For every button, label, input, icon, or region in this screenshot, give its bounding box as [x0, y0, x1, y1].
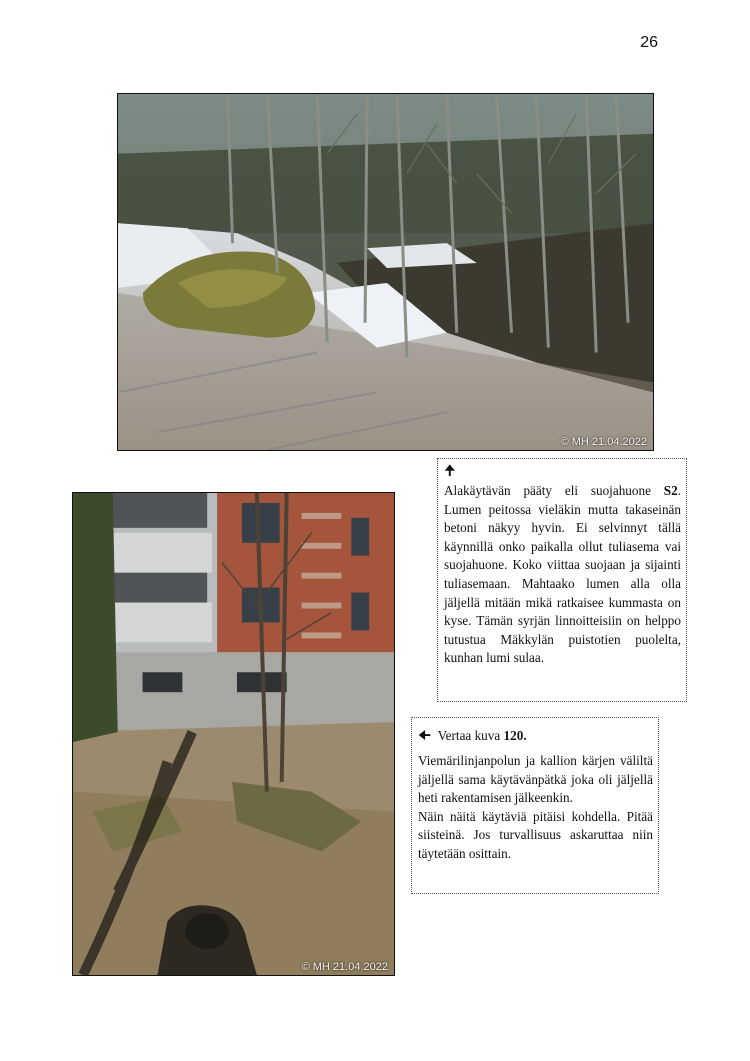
site-code: S2 [663, 483, 678, 498]
arrow-up-icon: 🠉 [444, 463, 456, 479]
photo-building-trench [72, 492, 395, 976]
paragraph-2: Näin näitä käytäviä pitäisi kohdella. Pitää siisteinä. Jos turvallisuus askaruttaa niin täytetään osittain. [418, 808, 653, 861]
description-box-s2 [437, 458, 687, 702]
forest-snow-image [118, 94, 653, 450]
photo-forest-snow [117, 93, 654, 451]
page-number: 26 [640, 34, 658, 51]
paragraph-1: Viemärilinjanpolun ja kallion kärjen väliltä jäljellä sama käytävänpätkä joka oli jäljellä heti rakentamisen jälkeenkin. [418, 753, 653, 806]
text-segment: Vertaa kuva [437, 728, 504, 743]
description-box-trench [411, 717, 659, 894]
photo-credit: © MH 21.04.2022 [560, 436, 647, 448]
reference-line [418, 726, 653, 746]
text-segment: . Lumen peitossa vieläkin mutta takaseinän betoni näkyy hyvin. Ei selvinnyt tällä käynnillä onko paikalla ollut tuliasema vai suojahuone. Koko viittaa suojaan ja sijainti tuliasemaan. Mahtaako lumen alla olla jäljellä mitään mikä ratkaisee kummasta on kyse. Tämän syrjän linnoitteisiin on helppo tutustua Mäkkylän puistotien puolelta, kunhan lumi sulaa. [444, 483, 681, 666]
arrow-left-icon: 🠈 [418, 728, 432, 744]
text-segment: Alakäytävän pääty eli suojahuone [444, 483, 664, 498]
photo-credit: © MH 21.04.2022 [301, 961, 388, 973]
description-text [444, 482, 681, 668]
figure-reference: 120. [503, 728, 527, 743]
building-trench-image [73, 493, 394, 975]
